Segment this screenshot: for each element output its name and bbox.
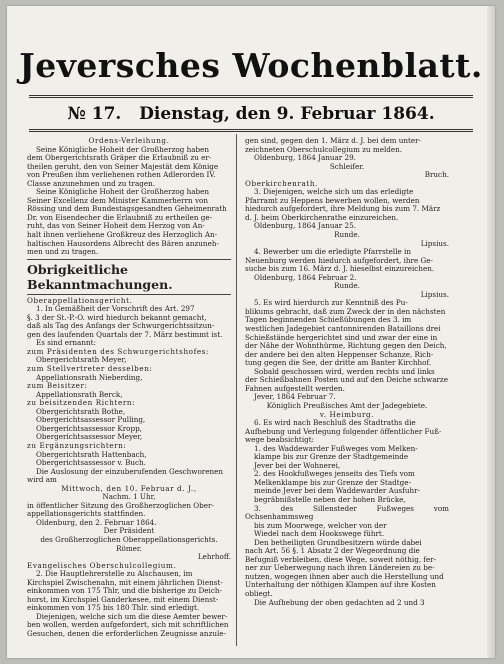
text-line: westlichen Jadegebiet cantonnirenden Bataillons drei xyxy=(245,324,441,334)
text-line: bis zum Moorwege, welcher von der xyxy=(254,520,387,530)
text-line: Obergerichtsrath Hattenbach, xyxy=(36,449,147,459)
signature: Lipsius. xyxy=(420,238,449,248)
section-rule xyxy=(27,294,231,295)
text-line: 3. des Sillensteder Fußweges vom Ochsenhammsweg xyxy=(245,503,449,522)
text-line: 5. Es wird hierdurch zur Kenntniß des Pu- xyxy=(254,298,408,308)
text-line: Wiedel nach dem Hookswege führt. xyxy=(254,529,385,539)
text-line: halt ihnen verliehene Großkreuz des Herzoglich An- xyxy=(27,230,218,240)
text-line: wird am xyxy=(27,475,57,485)
text-line: Rössing und dem Bundestagsgesandten Geheimenrath xyxy=(27,204,227,214)
text-line: Obergerichtsassessor v. Buch. xyxy=(36,458,146,468)
right-column xyxy=(245,137,449,607)
text-line: zu Ergänzungsrichtern: xyxy=(27,440,127,450)
text-line: Oldenburg, 1864 Februar 2. xyxy=(254,272,357,282)
text-line: zum Stellvertreter desselben: xyxy=(27,364,153,374)
text-line: Appellationsrath Nieberding, xyxy=(36,372,143,382)
text-line: Seiner Excellenz dem Minister Kammerherrn von xyxy=(27,195,208,205)
text-line: Aufhebung und Verlegung folgender öffentlicher Fuß- xyxy=(245,426,442,436)
masthead-rule-top xyxy=(29,95,473,96)
text-line: suche bis zum 16. März d. J. hieselbst einzureichen. xyxy=(245,264,435,274)
text-line: §. 3 der St.-P.-O. wird hiedurch bekannt gemacht, xyxy=(27,312,207,322)
text-line: 1. In Gemäßheit der Vorschrift des Art. 297 xyxy=(36,304,195,314)
text-line: Obergerichtsassessor Kropp, xyxy=(36,423,142,433)
signature: Bruch. xyxy=(424,170,449,180)
text-line: Dr. von Eisendecher die Erlaubniß zu ertheilen ge- xyxy=(27,212,213,222)
masthead-title: Jeversches Wochenblatt. xyxy=(19,46,483,85)
issue-rule xyxy=(29,129,473,130)
text-line: Seine Königliche Hoheit der Großherzog haben xyxy=(36,187,210,197)
text-line: Mittwoch, den 10. Februar d. J., xyxy=(61,483,197,493)
text-line: Seine Königliche Hoheit der Großherzog haben xyxy=(36,144,210,154)
text-line: Obergerichtsrath Bothe, xyxy=(36,406,126,416)
text-line: 3. Diejenigen, welche sich um das erledigte xyxy=(254,187,414,197)
text-line: Schießstände hergerichtet sind und zwar der eine in xyxy=(245,332,438,342)
issue-line xyxy=(7,104,495,124)
text-line: von Preußen ihm verliehenen rothen Adlerorden IV. xyxy=(27,170,216,180)
text-line: Unterhaltung der nöthigen Klampen auf ihre Kosten xyxy=(245,580,436,590)
text-line: Jever bei der Wohnerei, xyxy=(254,460,341,470)
text-line: 4. Bewerber um die erledigte Pfarrstelle in xyxy=(254,247,411,257)
text-line: haltischen Hausordens Albrecht des Bären anzuneh- xyxy=(27,238,219,248)
left-column xyxy=(27,137,231,639)
text-line: Oldenburg, 1864 Januar 25. xyxy=(254,221,356,231)
text-line: gen des laufenden Quartals der 7. März bestimmt ist. xyxy=(27,329,223,339)
text-line: ruht, das von Seiner Hoheit dem Herzog von An- xyxy=(27,221,205,231)
text-line: daß als Tag des Anfangs der Schwurgerichtssitzun- xyxy=(27,321,215,331)
text-line: horst, im Kirchspiel Ganderkesee, mit einem Dienst- xyxy=(27,594,219,604)
text-line: Melkenklampe bis zur Grenze der Stadtge- xyxy=(254,477,411,487)
text-line: ben wollen, werden aufgefordert, sich mit schriftlichen xyxy=(27,620,229,630)
issue-year: 1864. xyxy=(381,104,435,124)
text-line: gen sind, gegen den 1. März d. J. bei dem unter- xyxy=(245,136,421,145)
text-line: Tagen beginnenden Schießübungen des 3. im xyxy=(245,315,412,325)
text-line: tung gegen die See, der dritte am Banter Kirchhof. xyxy=(245,358,432,368)
text-line: Befugniß verbleiben, diese Wege, soweit nöthig, fer- xyxy=(245,554,437,564)
text-line: obliegt. xyxy=(245,588,273,598)
text-line: Oldenburg, den 2. Februar 1864. xyxy=(36,517,157,527)
signature: v. Heimburg. xyxy=(319,409,375,419)
section-rule xyxy=(27,259,231,260)
text-line: begräbnißstelle neben der hohen Brücke, xyxy=(254,494,406,504)
text-line: appellationsgerichts stattfinden. xyxy=(27,509,146,519)
subsection-heading: Evangelisches Oberschulcollegium. xyxy=(27,560,177,570)
text-line: Sobald geschossen wird, werden rechts und links xyxy=(254,366,435,376)
text-line: klampe bis zur Grenze der Stadtgemeinde xyxy=(254,452,409,462)
text-line: 2. des Hookfußweges jenseits des Tiefs vom xyxy=(254,469,415,479)
text-line: d. J. beim Oberkirchenrathe einzureichen. xyxy=(245,212,399,222)
signature: Runde. xyxy=(334,230,360,240)
text-line: hiedurch aufgefordert, ihre Meldung bis zum 7. März xyxy=(245,204,441,214)
text-line: 2. Die Hauptlehrerstelle zu Alschausen, im xyxy=(36,569,193,579)
signature: Lipsius. xyxy=(420,289,449,299)
text-line: zu beisitzenden Richtern: xyxy=(27,398,136,408)
text-line: Die Auslosung der einzuberufenden Geschworenen xyxy=(36,466,223,476)
text-line: in öffentlicher Sitzung des Großherzoglichen Ober- xyxy=(27,500,214,510)
subsection-heading: Oberkirchenrath. xyxy=(245,178,318,188)
text-line: Diejenigen, welche sich um die diese Aemter bewer- xyxy=(36,611,228,621)
text-line: Jever, 1864 Februar 7. xyxy=(254,392,336,402)
text-line: Obergerichtsrath Meyer, xyxy=(36,355,127,365)
text-line: der Schießbahnen Posten und auf den Deiche schwarze xyxy=(245,375,448,385)
text-line: 1. des Waddewarder Fußweges vom Melken- xyxy=(254,443,418,453)
text-line: Fahnen aufgestellt werden. xyxy=(245,383,345,393)
issue-number: № 17. xyxy=(67,104,122,124)
text-line: Neuenburg werden hiedurch aufgefordert, ihre Ge- xyxy=(245,255,433,265)
text-line: wege beabsichtigt: xyxy=(245,435,315,445)
issue-rule-2 xyxy=(29,131,473,132)
masthead-rule-top-2 xyxy=(29,97,473,98)
text-line: nutzen, wogegen ihnen aber auch die Herstellung und xyxy=(245,571,444,581)
text-line: Königlich Preußisches Amt der Jadegebiete. xyxy=(266,400,428,410)
text-line: des Großherzoglichen Oberappellationsgerichts. xyxy=(40,534,218,544)
subsection-heading: Oberappellationsgericht. xyxy=(27,295,133,305)
text-line: der Nähe der Wohnthürme, Richtung gegen den Deich, xyxy=(245,341,447,351)
text-line: Die Aufhebung der oben gedachten ad 2 und 3 xyxy=(254,597,425,607)
text-line: Obergerichtsassessor Meyer, xyxy=(36,432,143,442)
text-line: Pfarramt zu Heppens bewerben wollen, werden xyxy=(245,195,420,205)
text-line: Obergerichtsassessor Pulling, xyxy=(36,415,146,425)
ordens-heading: Ordens-Verleihung. xyxy=(88,136,170,145)
text-line: einkommen von 175 bis 180 Thlr. sind erledigt. xyxy=(27,603,200,613)
section-heading-bekanntmachungen: Obrigkeitliche Bekanntmachungen. xyxy=(27,261,173,292)
text-line: ner zur Ueberwegung nach ihren Ländereien zu be- xyxy=(245,563,435,573)
text-line: der andere bei den alten Heppenser Schanze, Rich- xyxy=(245,349,434,359)
text-line: theilen geruht, den von Seiner Majestät dem Könige xyxy=(27,161,219,171)
text-line: Es sind ernannt: xyxy=(36,338,96,348)
text-line: zeichneten Oberschulcollegium zu melden. xyxy=(245,144,403,154)
text-line: zum Präsidenten des Schwurgerichtshofes: xyxy=(27,346,210,356)
text-line: Oldenburg, 1864 Januar 29. xyxy=(254,153,356,163)
issue-day: Dienstag, xyxy=(139,104,230,124)
text-line: nach Art. 56 §. 1 Absatz 2 der Wegeordnung die xyxy=(245,546,420,556)
text-line: Classe anzunehmen und zu tragen. xyxy=(27,178,156,188)
issue-date: den 9. Februar xyxy=(235,104,376,124)
text-line: Kirchspiel Zwischenahn, mit einem jährlichen Dienst- xyxy=(27,577,223,587)
text-line: Der Präsident xyxy=(103,526,155,536)
text-line: meinde Jever bei dem Waddewarder Ausfuhr- xyxy=(254,486,420,496)
signature: Schleifer. xyxy=(329,161,365,171)
newspaper-page xyxy=(7,6,495,658)
column-divider xyxy=(236,134,237,646)
text-line: Gesuchen, denen die erforderlichen Zeugnisse anzule- xyxy=(27,628,226,638)
text-line: Den betheiligten Grundbesitzern würde dabei xyxy=(254,537,422,547)
signature: Lehrhoff. xyxy=(197,552,231,562)
text-line: blikums gebracht, daß zum Zweck der in den nächsten xyxy=(245,306,446,316)
signature: Runde. xyxy=(334,281,360,291)
text-line: Appellationsrath Berck, xyxy=(36,389,123,399)
text-line: einkommen von 175 Thlr, und die bisherige zu Deich- xyxy=(27,586,222,596)
signature: Römer. xyxy=(116,543,142,553)
text-line: men und zu tragen. xyxy=(27,247,99,257)
text-line: Nachm. 1 Uhr, xyxy=(102,492,156,502)
text-line: dem Obergerichtsrath Gräper die Erlaubniß zu er- xyxy=(27,153,212,163)
text-line: 6. Es wird nach Beschluß des Stadtraths die xyxy=(254,418,416,428)
text-line: zum Beisitzer: xyxy=(27,381,88,391)
